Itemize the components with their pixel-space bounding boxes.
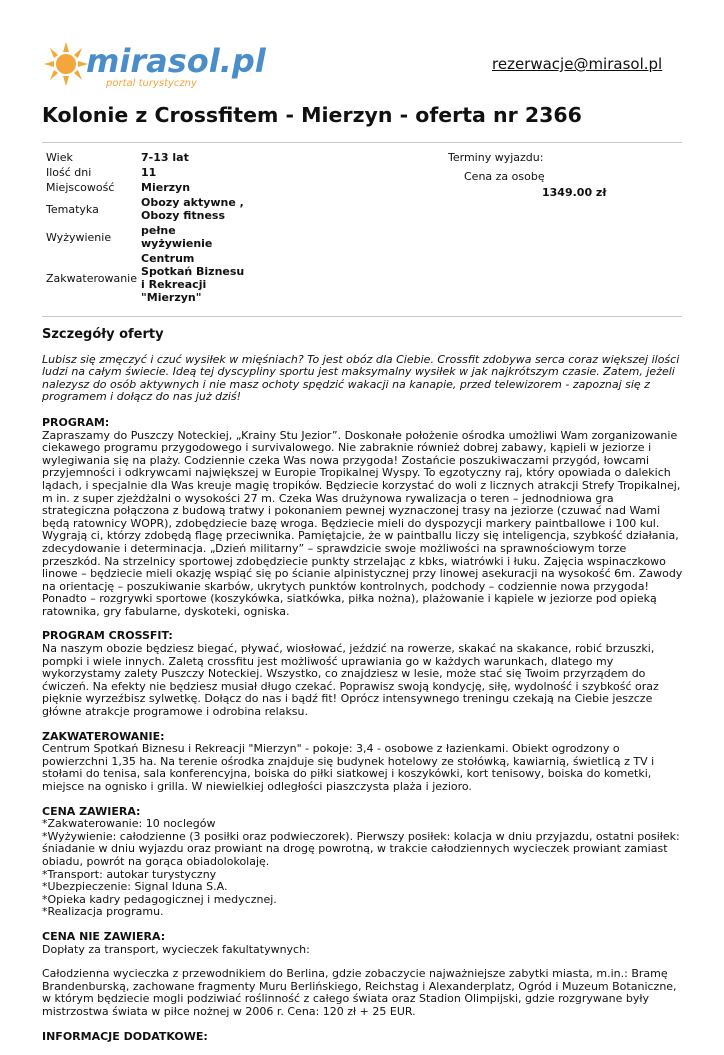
logo-tagline: portal turystyczny (106, 78, 197, 89)
info-value: Centrum Spotkań Biznesu i Rekreacji "Mierzyn" (141, 252, 245, 304)
info-row (44, 180, 253, 195)
section-price-includes (42, 806, 684, 919)
list-item: *Opieka kadry pedagogicznej i medycznej. (42, 892, 277, 906)
info-label: Ilość dni (46, 166, 92, 179)
email-link[interactable]: rezerwacje@mirasol.pl (492, 55, 663, 73)
divider-top (42, 142, 682, 143)
info-label: Tematyka (46, 202, 99, 216)
info-row (44, 223, 253, 251)
offer-info-table (44, 150, 253, 305)
sun-logo-icon (42, 36, 272, 92)
info-label: Wyżywienie (46, 230, 112, 244)
section-heading: PROGRAM: (42, 415, 110, 429)
section-text: Centrum Spotkań Biznesu i Rekreacji "Mierzyn" - pokoje: 3,4 - osobowe z łazienkami. Obiekt ogrodzony o powierzchni 1,35 ha. Na terenie ośrodka znajduje się budynek hotelowy ze stołówką, kawiarnią, świetlicą z TV i stołami do tenisa, sala konferencyjna, boiska do piłki siatkowej i koszykówki, kort tenisowy, boiska do kometki, miejsce na ognisko i grilla. W niewielkiej odległości piaszczysta plaża i jezioro. (42, 742, 655, 793)
page-title: Kolonie z Crossfitem - Mierzyn - oferta nr 2366 (42, 103, 582, 127)
info-label: Zakwaterowanie (46, 271, 138, 285)
info-label: Wiek (46, 151, 73, 164)
list-item: *Ubezpieczenie: Signal Iduna S.A. (42, 880, 228, 894)
details-intro: Lubisz się zmęczyć i czuć wysiłek w mięśniach? To jest obóz dla Ciebie. Crossfit zdobywa serca coraz większej ilości ludzi na całym świecie. Ideą tej dyscypliny sportu jest maksymalny wysiłek w jak najkrótszym czasie. Zatem, jeżeli nalezysz do osób aktywnych i nie masz ochoty spędzić wakacji na kanapie, przed telewizorem - zapoznaj się z programem i dołącz do nas już dziś! (42, 352, 680, 404)
section-text: Całodzienna wycieczka z przewodnikiem do Berlina, gdzie zobaczycie najważniejsze zabytki miasta, m.in.: Bramę Brandenburską, zachowane fragmenty Muru Berlińskiego, Reichstag i Alexanderplatz, Ogród i Muzeum Botaniczne, w którym będziecie mogli podziwiać roślinność z całego świata oraz Stadion Olimpijski, gdzie rozgrywane były mistrzostwa świata w piłce nożnej w 2006 r. Cena: 120 zł + 25 EUR. (42, 967, 677, 1018)
mirasol-logo[interactable] (42, 36, 272, 92)
info-value: 11 (141, 166, 157, 179)
divider-mid (42, 316, 682, 317)
section-accommodation (42, 731, 684, 794)
info-value: Obozy aktywne , Obozy fitness (141, 196, 244, 222)
terms-label: Terminy wyjazdu: (448, 151, 544, 164)
details-heading: Szczegóły oferty (42, 327, 164, 342)
offer-details (42, 329, 684, 1055)
list-item: *Realizacja programu. (42, 905, 164, 919)
info-row (44, 150, 253, 165)
list-item: *Wyżywienie: całodzienne (3 posiłki oraz podwieczorek). Pierwszy posiłek: kolacja w dniu przyjazdu, ostatni posiłek: śniadanie w dniu wyjazdu oraz prowiant na drogę powrotną, w trakcie całodziennych wycieczek prowiant zamiast obiadu, powrót na gorąca obiadolokolaję. (42, 829, 680, 868)
section-heading: ZAKWATEROWANIE: (42, 729, 165, 743)
price-label: Cena za osobę (464, 170, 545, 183)
info-row (44, 165, 253, 180)
section-program (42, 417, 684, 619)
logo-text: mirasol.pl (86, 42, 266, 80)
section-text: Dopłaty za transport, wycieczek fakultatywnych: (42, 942, 310, 956)
info-row (44, 251, 253, 305)
section-heading: PROGRAM CROSSFIT: (42, 629, 173, 643)
info-row (44, 195, 253, 223)
section-text: Zapraszamy do Puszczy Noteckiej, „Krainy Stu Jezior”. Doskonałe położenie ośrodka umożliwi Wam zorganizowanie ciekawego programu przygodowego i survivalowego. Nie zabraknie również dobrej zabawy, kąpieli w jeziorze i wylegiwania się na plaży. Codziennie czeka Was nowa przygoda! Zostańcie poszukiwaczami przygód, łowcami przyjemności i odkrywcami największej w Europie Tropikalnej Wyspy. To egzotyczny raj, który opowiada o dalekich lądach, i specjalnie dla Was kreuje magię tropików. Będziecie korzystać do woli z licznych atrakcji Strefy Tropikalnej, m in. z super zjeżdżalni o wysokości 27 m. Czeka Was drużynowa rywalizacja o teren – jednodniowa gra strategiczna połączona z budową tratwy i pokonaniem pewnej wyznaczonej trasy na jeziorze (czuwać nad Wami będą ratownicy WOPR), zdobędziecie bazę wroga. Będziecie mieli do dyspozycji markery paintballowe i 100 kul. Wygrają ci, którzy zdobędą flagę przeciwnika. Pamiętajcie, że w paintballu liczy się inteligencja, szybkość działania, zdecydowanie i determinacja. „Dzień militarny” – sprawdzicie swoje możliwości na sprawnościowym torze przeszkód. Na strzelnicy sportowej zdobędziecie punkty strzelając z kbks, wiatrówki i łuku. Zajęcia wspinaczkowo linowe – będziecie mieli okazję wspiąć się po ścianie alpinistycznej przy linowej asekuracji na wysokość 6m. Zawody na orientację – poszukiwanie skarbów, ukrytych punktów kontrolnych, podchody – codziennie nowa przygoda! Ponadto – rozgrywki sportowe (koszykówka, siatkówka, piłka nożna), plażowanie i kąpiele w jeziorze pod opieką ratownika, gry fabularne, dyskoteki, ogniska. (42, 428, 683, 618)
info-value: Mierzyn (141, 181, 191, 194)
list-item: *Transport: autokar turystyczny (42, 867, 217, 881)
section-crossfit (42, 630, 684, 718)
price-value: 1349.00 zł (542, 186, 607, 199)
section-text: Na naszym obozie będziesz biegać, pływać, wiosłować, jeździć na rowerze, skakać na skakance, robić brzuszki, pompki i wiele innych. Zaletą crossfitu jest możliwość uprawiania go w każdych warunkach, dlatego my wykorzystamy zalety Puszczy Noteckiej. Wszystko, co znajdziesz w lesie, może stać się Twoim przyrządem do ćwiczeń. Na efekty nie będziesz musiał długo czekać. Poprawisz swoją kondycję, siłę, wydolność i szybkość oraz pięknie wyrzeźbisz sylwetkę. Dołącz do nas i bądź fit! Oprócz intensywnego treningu czekają na Ciebie jeszcze główne atrakcje programowe i odrobina relaksu. (42, 642, 659, 719)
section-price-excludes (42, 931, 684, 956)
info-label: Miejscowość (46, 181, 115, 194)
info-value: 7-13 lat (141, 151, 189, 164)
list-item: *Zakwaterowanie: 10 noclegów (42, 817, 216, 831)
info-value: pełne wyżywienie (141, 224, 213, 250)
section-heading: INFORMACJE DODATKOWE: (42, 1029, 208, 1043)
section-heading: CENA ZAWIERA: (42, 804, 141, 818)
section-additional-info (42, 1031, 684, 1044)
section-heading: CENA NIE ZAWIERA: (42, 929, 166, 943)
